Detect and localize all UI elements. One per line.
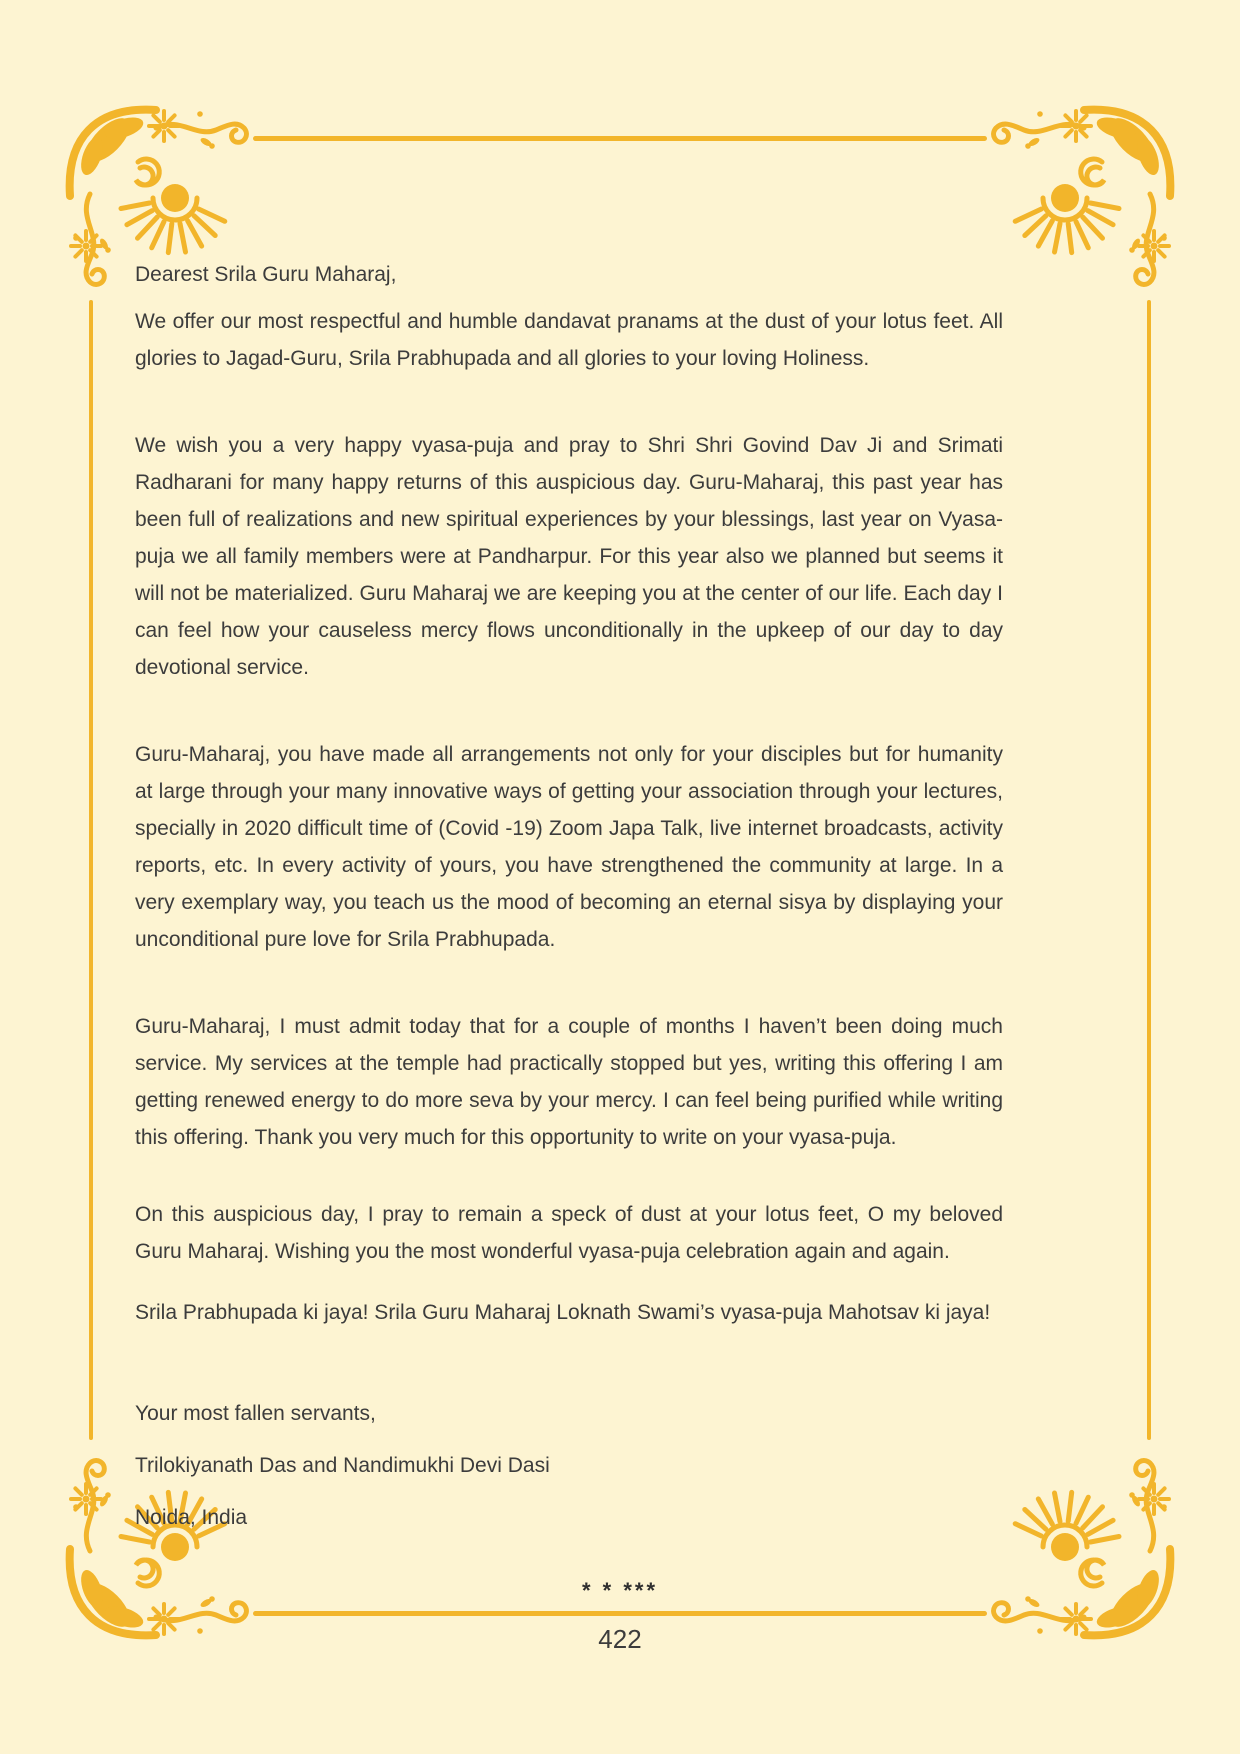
letter-paragraph: Guru-Maharaj, I must admit today that for a couple of months I haven’t been doing much service. My services at the temple had practically stopped but yes, writing this offering I am getting renewed energy to do more seva by your mercy. I can feel being purified while writing this offering. Thank you very much for this opportunity to write on your vyasa-puja. xyxy=(135,1015,1003,1149)
letter-paragraph: Srila Prabhupada ki jaya! Srila Guru Maharaj Loknath Swami’s vyasa-puja Mahotsav ki jaya! xyxy=(135,1301,991,1324)
letter-paragraph: We wish you a very happy vyasa-puja and pray to Shri Shri Govind Dav Ji and Srimati Radharani for many happy returns of this auspicious day. Guru-Maharaj, this past year has been full of realizations and new spiritual experiences by your blessings, last year on Vyasa-puja we all family members were at Pandharpur. For this year also we planned but seems it will not be materialized. Guru Maharaj we are keeping you at the center of our life. Each day I can feel how your causeless mercy flows unconditionally in the upkeep of our day to day devotional service. xyxy=(135,434,1003,679)
closing-signature: Trilokiyanath Das and Nandimukhi Devi Dasi xyxy=(135,1454,550,1477)
letter-paragraph: We offer our most respectful and humble dandavat pranams at the dust of your lotus feet. All glories to Jagad-Guru, Srila Prabhupada and all glories to your loving Holiness. xyxy=(135,310,1003,370)
frame-border-left xyxy=(89,300,93,1440)
section-divider-stars: * * *** xyxy=(581,1578,659,1603)
letter-paragraph: On this auspicious day, I pray to remain a speck of dust at your lotus feet, O my beloved Guru Maharaj. Wishing you the most wonderful vyasa-puja celebration again and again. xyxy=(135,1203,1003,1263)
corner-flourish-icon xyxy=(980,1432,1180,1647)
page-number: 422 xyxy=(598,1624,642,1654)
salutation: Dearest Srila Guru Maharaj, xyxy=(135,263,397,286)
frame-border-bottom xyxy=(253,1611,987,1616)
closing-line: Your most fallen servants, xyxy=(135,1402,376,1425)
corner-flourish-icon xyxy=(980,98,1180,313)
frame-border-right xyxy=(1147,300,1151,1440)
letter-body xyxy=(135,256,1003,1551)
closing-location: Noida, India xyxy=(135,1506,248,1529)
frame-border-top xyxy=(253,136,987,141)
letter-paragraph: Guru-Maharaj, you have made all arrangements not only for your disciples but for humanity at large through your many innovative ways of getting your association through your lectures, specially in 2020 difficult time of (Covid -19) Zoom Japa Talk, live internet broadcasts, activity reports, etc. In every activity of yours, you have strengthened the community at large. In a very exemplary way, you teach us the mood of becoming an eternal sisya by displaying your unconditional pure love for Srila Prabhupada. xyxy=(135,743,1003,951)
